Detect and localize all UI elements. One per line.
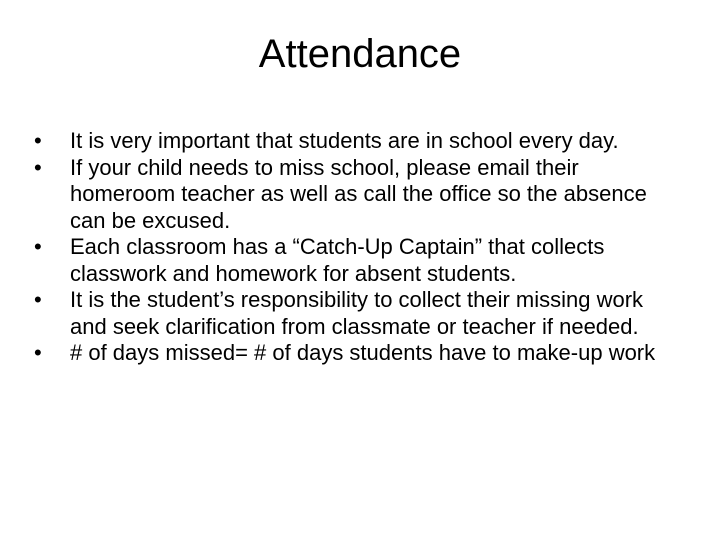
bullet-icon: • — [34, 234, 42, 259]
bullet-text: # of days missed= # of days students have to make-up work — [70, 340, 656, 365]
bullet-icon: • — [34, 287, 42, 312]
bullet-icon: • — [34, 340, 42, 365]
bullet-item — [34, 234, 684, 287]
bullet-text: Each classroom has a “Catch-Up Captain” that collects classwork and homework for absent students. — [70, 234, 605, 286]
bullet-icon: • — [34, 128, 42, 153]
bullet-list — [34, 128, 684, 367]
bullet-item — [34, 287, 684, 340]
bullet-text: It is very important that students are in school every day. — [70, 128, 619, 153]
bullet-text: If your child needs to miss school, please email their homeroom teacher as well as call the office so the absence can be excused. — [70, 154, 647, 233]
bullet-text: It is the student’s responsibility to collect their missing work and seek clarification from classmate or teacher if needed. — [70, 287, 644, 339]
bullet-item — [34, 340, 684, 367]
slide-title: Attendance — [258, 32, 462, 76]
bullet-icon: • — [34, 154, 42, 180]
bullet-item — [34, 155, 684, 235]
bullet-item — [34, 128, 684, 155]
